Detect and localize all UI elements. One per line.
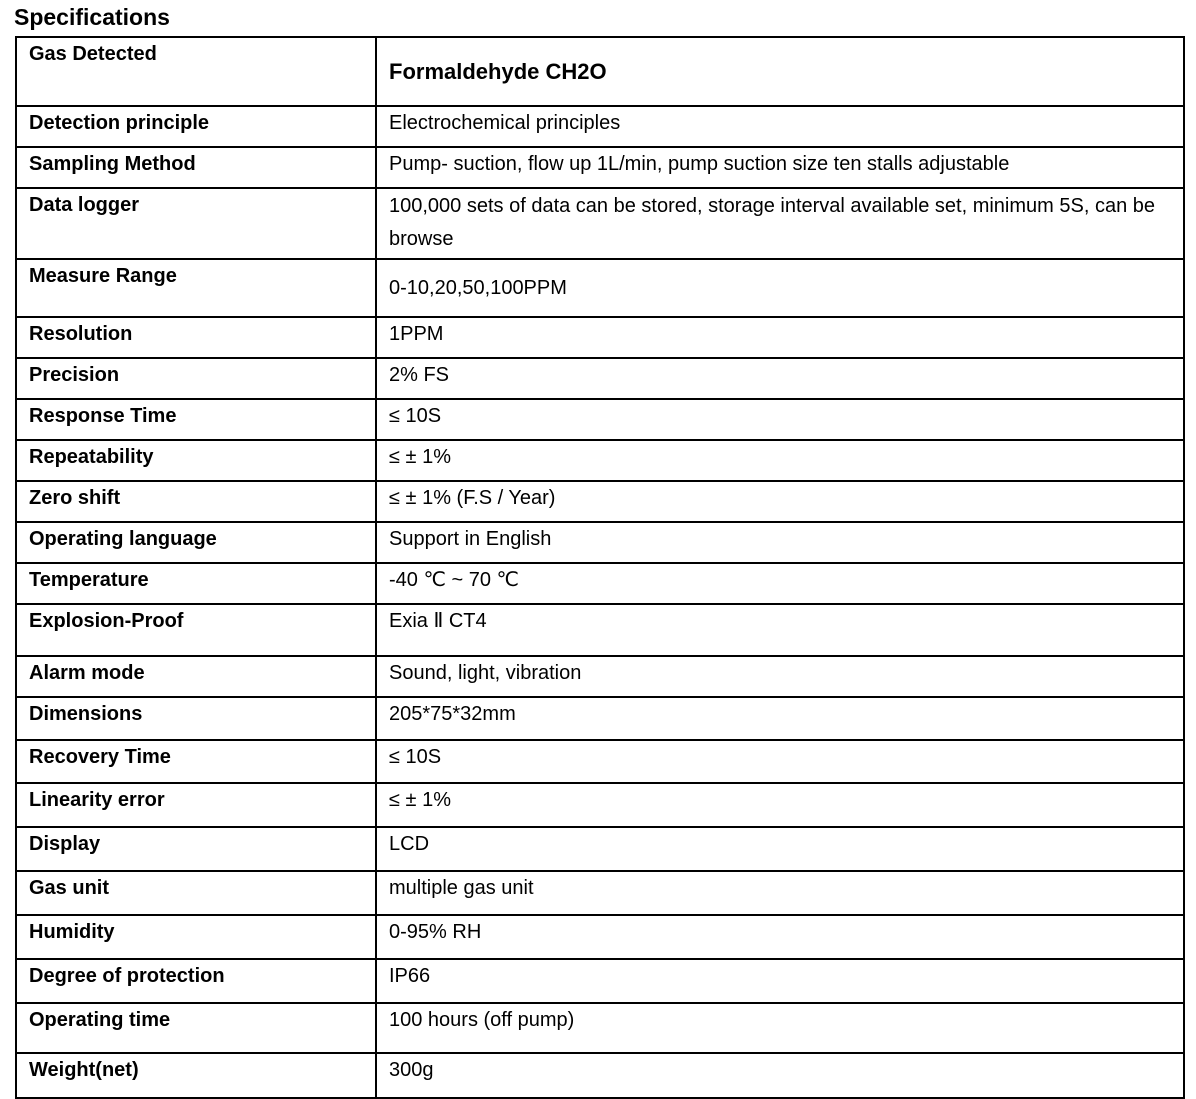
spec-label: Temperature [16,563,376,604]
spec-label: Degree of protection [16,959,376,1003]
spec-value: multiple gas unit [376,871,1184,915]
spec-value: ≤ ± 1% (F.S / Year) [376,481,1184,522]
table-row [16,147,1184,188]
spec-label: Alarm mode [16,656,376,697]
spec-value: ≤ ± 1% [376,783,1184,827]
spec-value: -40 ℃ ~ 70 ℃ [376,563,1184,604]
spec-label: Detection principle [16,106,376,147]
spec-label: Measure Range [16,259,376,317]
table-row [16,317,1184,358]
table-row [16,656,1184,697]
table-row [16,915,1184,959]
table-row [16,522,1184,563]
table-row [16,604,1184,656]
spec-label: Gas unit [16,871,376,915]
table-row [16,358,1184,399]
spec-value: Exia Ⅱ CT4 [376,604,1184,656]
table-row [16,871,1184,915]
spec-label: Data logger [16,188,376,259]
table-row [16,697,1184,740]
spec-value: 0-10,20,50,100PPM [376,259,1184,317]
spec-value: Formaldehyde CH2O [376,37,1184,106]
spec-label: Dimensions [16,697,376,740]
spec-value: 1PPM [376,317,1184,358]
spec-label: Explosion-Proof [16,604,376,656]
spec-value: IP66 [376,959,1184,1003]
specifications-table [15,36,1185,1099]
spec-value: LCD [376,827,1184,871]
table-row [16,827,1184,871]
spec-label: Gas Detected [16,37,376,106]
table-row [16,959,1184,1003]
spec-value: 100 hours (off pump) [376,1003,1184,1053]
spec-label: Operating time [16,1003,376,1053]
spec-value: 205*75*32mm [376,697,1184,740]
spec-value: Sound, light, vibration [376,656,1184,697]
table-row [16,259,1184,317]
table-row [16,37,1184,106]
spec-label: Humidity [16,915,376,959]
spec-label: Display [16,827,376,871]
table-row [16,481,1184,522]
spec-label: Sampling Method [16,147,376,188]
spec-label: Weight(net) [16,1053,376,1098]
spec-value: 2% FS [376,358,1184,399]
page-title: Specifications [14,4,170,30]
table-row [16,399,1184,440]
spec-value: 300g [376,1053,1184,1098]
spec-label: Repeatability [16,440,376,481]
table-row [16,1053,1184,1098]
spec-label: Resolution [16,317,376,358]
spec-value: Electrochemical principles [376,106,1184,147]
spec-value: 100,000 sets of data can be stored, storage interval available set, minimum 5S, can be browse [389,195,1155,250]
table-row [16,1003,1184,1053]
spec-value: 0-95% RH [376,915,1184,959]
spec-label: Precision [16,358,376,399]
spec-label: Zero shift [16,481,376,522]
spec-value: Pump- suction, flow up 1L/min, pump suction size ten stalls adjustable [376,147,1184,188]
table-row [16,783,1184,827]
spec-value: ≤ 10S [376,740,1184,783]
spec-value: ≤ ± 1% [376,440,1184,481]
spec-label: Recovery Time [16,740,376,783]
table-row [16,106,1184,147]
spec-label: Operating language [16,522,376,563]
table-row [16,188,1184,259]
spec-value: ≤ 10S [376,399,1184,440]
spec-label: Response Time [16,399,376,440]
table-row [16,440,1184,481]
table-row [16,563,1184,604]
spec-label: Linearity error [16,783,376,827]
table-row [16,740,1184,783]
spec-value: Support in English [376,522,1184,563]
